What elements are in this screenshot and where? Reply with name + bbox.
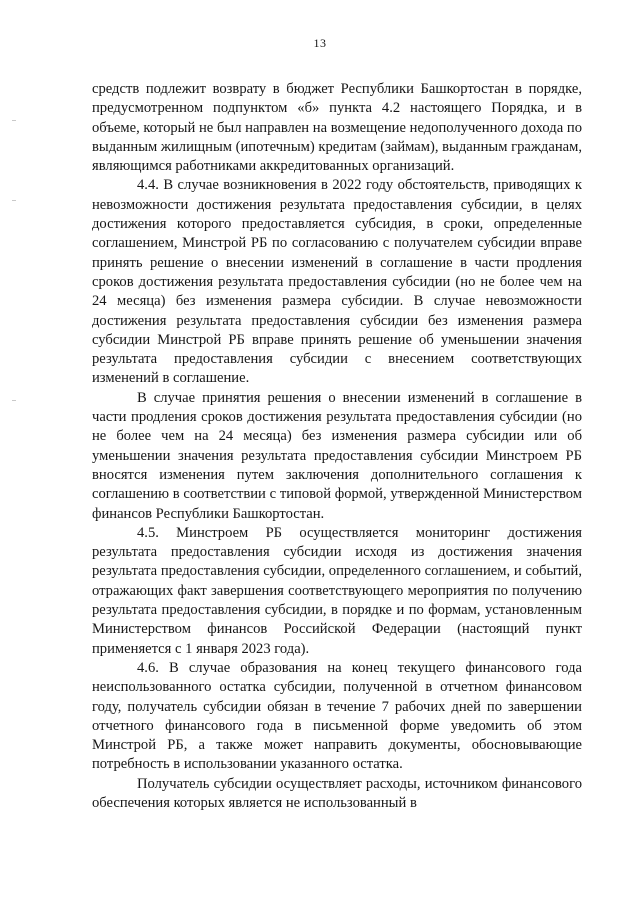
paragraph: Получатель субсидии осуществляет расходы, источником финансового обеспечения которых является не использованный в <box>92 775 582 811</box>
margin-mark <box>12 200 16 201</box>
paragraph-4-4: 4.4. В случае возникновения в 2022 году обстоятельств, приводящих к невозможности достижения результата предоставления субсидии, в целях достижения которого предоставляется субсидия, в сроки, определенные соглашением, Минстрой РБ по согласованию с получателем субсидии вправе принять решение о внесении изменений в соглашение в части продления сроков достижения результата предоставления субсидии (но не более чем на 24 месяца) без изменения размера субсидии. В случае невозможности достижения результата предоставления субсидии без изменения размера субсидии Минстрой РБ вправе принять решение об уменьшении значения результата предоставления субсидии с внесением соответствующих изменений в соглашение. <box>92 177 582 387</box>
page-number: 13 <box>313 36 327 50</box>
paragraph: В случае принятия решения о внесении изменений в соглашение в части продления сроков достижения результата предоставления субсидии (но не более чем на 24 месяца) без изменения размера субсидии или об уменьшении значения результата предоставления субсидии Минстроем РБ вносятся изменения путем заключения дополнительного соглашения к соглашению в соответствии с типовой формой, утвержденной Министерством финансов Республики Башкортостан. <box>92 389 582 522</box>
paragraph-4-5: 4.5. Минстроем РБ осуществляется мониторинг достижения результата предоставления субсидии исходя из достижения значения результата предоставления субсидии, определенного соглашением, и событий, отражающих факт завершения соответствующего мероприятия по получению результата предоставления субсидии, в порядке и по формам, установленным Министерством финансов Российской Федерации (настоящий пункт применяется с 1 января 2023 года). <box>92 524 582 657</box>
margin-mark <box>12 400 16 401</box>
margin-mark <box>12 120 16 121</box>
document-body <box>92 80 582 813</box>
paragraph-4-6: 4.6. В случае образования на конец текущего финансового года неиспользованного остатка субсидии, полученной в отчетном финансовом году, получатель субсидии обязан в течение 7 рабочих дней по завершении отчетного финансового года в письменной форме уведомить об этом Минстрой РБ, а также может направить документы, обосновывающие потребность в использовании указанного остатка. <box>92 659 582 773</box>
paragraph: средств подлежит возврату в бюджет Республики Башкортостан в порядке, предусмотренном подпунктом «б» пункта 4.2 настоящего Порядка, и в объеме, который не был направлен на возмещение недополученного дохода по выданным жилищным (ипотечным) кредитам (займам), выданным гражданам, являющимся работниками аккредитованных организаций. <box>92 81 582 175</box>
